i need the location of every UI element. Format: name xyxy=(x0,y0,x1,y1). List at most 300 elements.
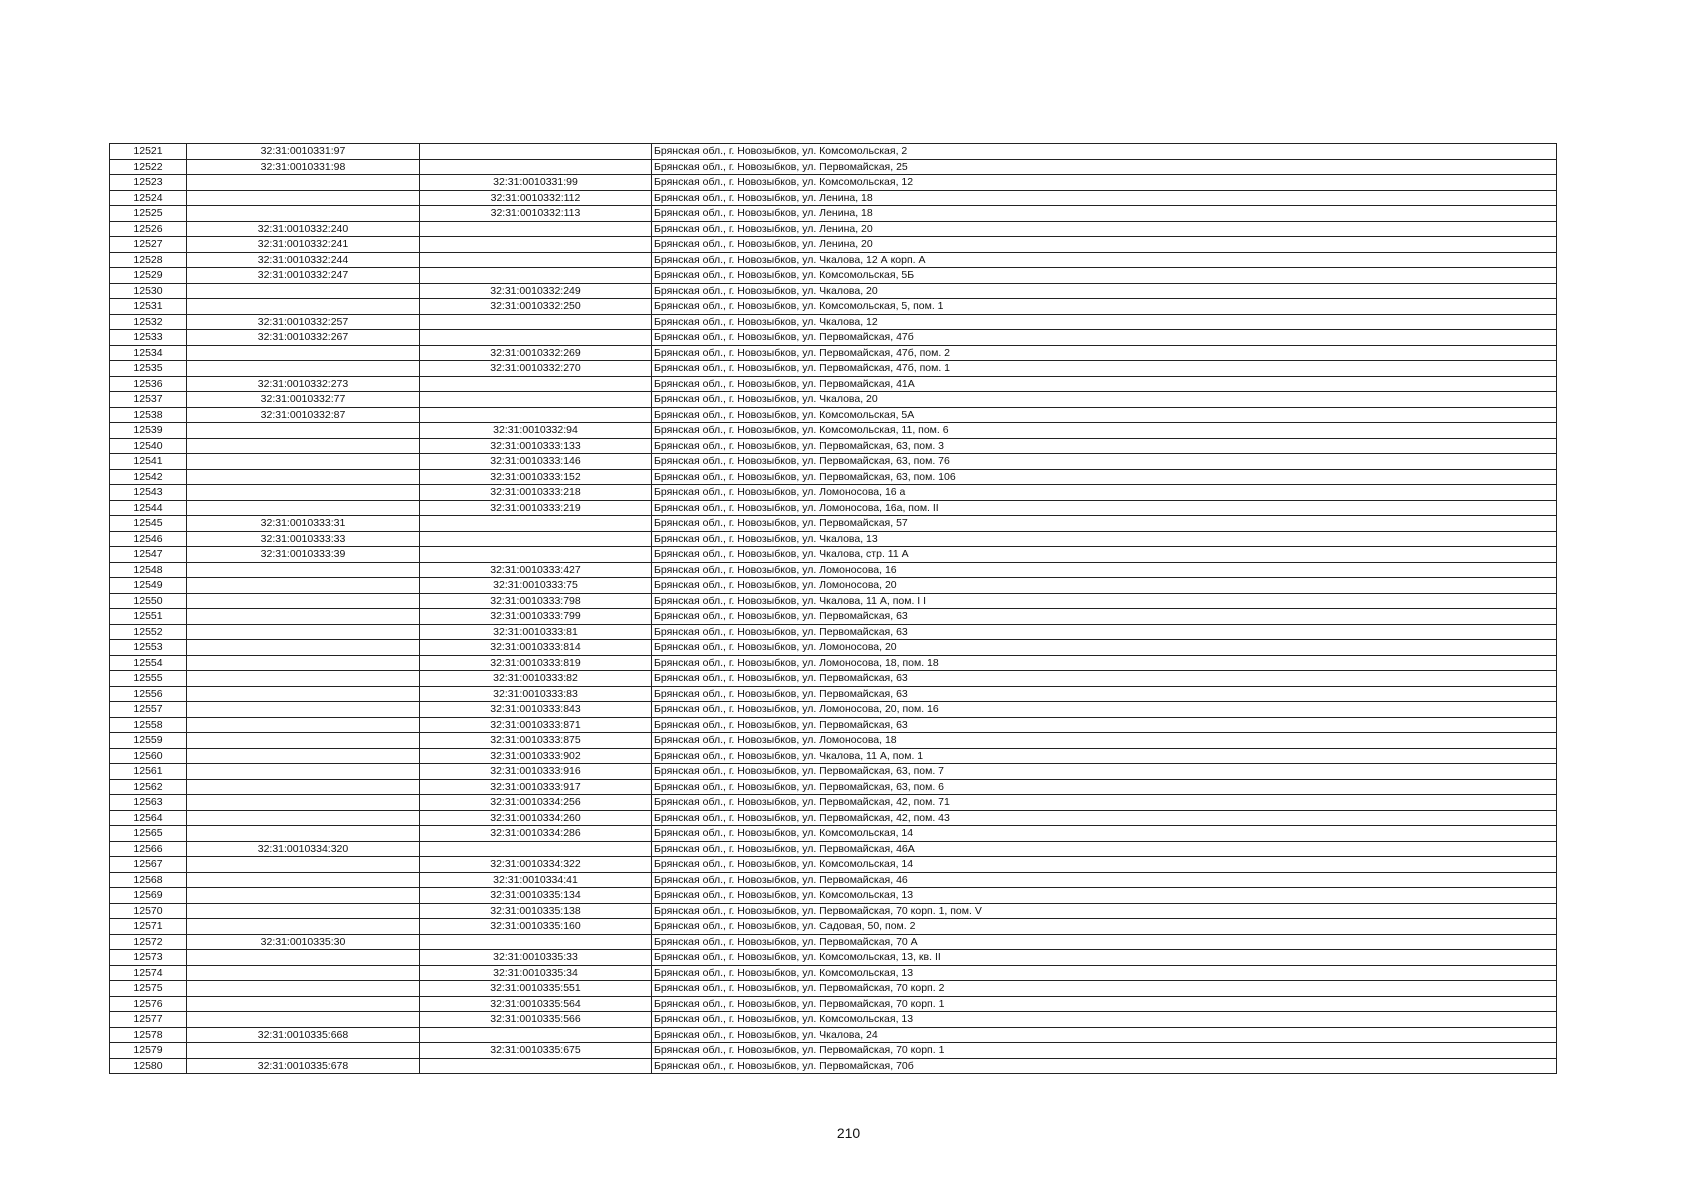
row-number-cell: 12548 xyxy=(110,562,187,578)
table-row xyxy=(110,903,1557,919)
table-row xyxy=(110,299,1557,315)
address-cell: Брянская обл., г. Новозыбков, ул. Чкалова, 20 xyxy=(652,283,1557,299)
table-row xyxy=(110,888,1557,904)
cadastral-number-secondary-cell: 32:31:0010334:322 xyxy=(420,857,652,873)
address-cell: Брянская обл., г. Новозыбков, ул. Первомайская, 70 корп. 1 xyxy=(652,996,1557,1012)
address-cell: Брянская обл., г. Новозыбков, ул. Комсомольская, 5А xyxy=(652,407,1557,423)
cadastral-number-secondary-cell: 32:31:0010334:256 xyxy=(420,795,652,811)
table-row xyxy=(110,593,1557,609)
cadastral-number-secondary-cell: 32:31:0010332:250 xyxy=(420,299,652,315)
address-cell: Брянская обл., г. Новозыбков, ул. Ленина, 20 xyxy=(652,237,1557,253)
row-number-cell: 12555 xyxy=(110,671,187,687)
cadastral-number-cell xyxy=(187,857,420,873)
address-cell: Брянская обл., г. Новозыбков, ул. Ломоносова, 20, пом. 16 xyxy=(652,702,1557,718)
table-row xyxy=(110,826,1557,842)
cadastral-number-secondary-cell xyxy=(420,1058,652,1074)
cadastral-number-secondary-cell: 32:31:0010335:134 xyxy=(420,888,652,904)
cadastral-number-secondary-cell: 32:31:0010335:564 xyxy=(420,996,652,1012)
cadastral-number-cell xyxy=(187,454,420,470)
address-cell: Брянская обл., г. Новозыбков, ул. Первомайская, 70 корп. 1 xyxy=(652,1043,1557,1059)
address-cell: Брянская обл., г. Новозыбков, ул. Первомайская, 63, пом. 76 xyxy=(652,454,1557,470)
address-cell: Брянская обл., г. Новозыбков, ул. Первомайская, 46 xyxy=(652,872,1557,888)
row-number-cell: 12522 xyxy=(110,159,187,175)
cadastral-number-secondary-cell: 32:31:0010335:33 xyxy=(420,950,652,966)
cadastral-number-secondary-cell xyxy=(420,221,652,237)
table-row xyxy=(110,857,1557,873)
cadastral-number-secondary-cell: 32:31:0010335:34 xyxy=(420,965,652,981)
table-row xyxy=(110,268,1557,284)
table-row xyxy=(110,454,1557,470)
cadastral-number-cell xyxy=(187,423,420,439)
row-number-cell: 12580 xyxy=(110,1058,187,1074)
address-cell: Брянская обл., г. Новозыбков, ул. Первомайская, 47б xyxy=(652,330,1557,346)
cadastral-number-secondary-cell: 32:31:0010333:82 xyxy=(420,671,652,687)
cadastral-number-secondary-cell: 32:31:0010335:551 xyxy=(420,981,652,997)
cadastral-number-secondary-cell xyxy=(420,252,652,268)
cadastral-number-secondary-cell: 32:31:0010333:427 xyxy=(420,562,652,578)
cadastral-number-cell xyxy=(187,283,420,299)
table-row xyxy=(110,764,1557,780)
row-number-cell: 12527 xyxy=(110,237,187,253)
table-row xyxy=(110,686,1557,702)
table-row xyxy=(110,221,1557,237)
address-cell: Брянская обл., г. Новозыбков, ул. Чкалова, 20 xyxy=(652,392,1557,408)
table-row xyxy=(110,733,1557,749)
address-cell: Брянская обл., г. Новозыбков, ул. Первомайская, 57 xyxy=(652,516,1557,532)
registry-table xyxy=(109,143,1557,1074)
cadastral-number-cell: 32:31:0010332:77 xyxy=(187,392,420,408)
row-number-cell: 12567 xyxy=(110,857,187,873)
cadastral-number-cell: 32:31:0010332:267 xyxy=(187,330,420,346)
row-number-cell: 12538 xyxy=(110,407,187,423)
cadastral-number-cell: 32:31:0010332:257 xyxy=(187,314,420,330)
address-cell: Брянская обл., г. Новозыбков, ул. Комсомольская, 13 xyxy=(652,888,1557,904)
cadastral-number-secondary-cell: 32:31:0010335:675 xyxy=(420,1043,652,1059)
table-row xyxy=(110,159,1557,175)
address-cell: Брянская обл., г. Новозыбков, ул. Ломоносова, 16 xyxy=(652,562,1557,578)
address-cell: Брянская обл., г. Новозыбков, ул. Первомайская, 46А xyxy=(652,841,1557,857)
table-row xyxy=(110,361,1557,377)
table-row xyxy=(110,779,1557,795)
cadastral-number-secondary-cell: 32:31:0010334:260 xyxy=(420,810,652,826)
row-number-cell: 12565 xyxy=(110,826,187,842)
row-number-cell: 12525 xyxy=(110,206,187,222)
registry-table-body xyxy=(110,144,1557,1074)
table-row xyxy=(110,810,1557,826)
cadastral-number-secondary-cell xyxy=(420,268,652,284)
cadastral-number-cell xyxy=(187,175,420,191)
table-row xyxy=(110,919,1557,935)
cadastral-number-cell xyxy=(187,562,420,578)
table-row xyxy=(110,283,1557,299)
row-number-cell: 12543 xyxy=(110,485,187,501)
cadastral-number-secondary-cell: 32:31:0010333:871 xyxy=(420,717,652,733)
cadastral-number-cell xyxy=(187,593,420,609)
cadastral-number-cell xyxy=(187,500,420,516)
cadastral-number-secondary-cell: 32:31:0010331:99 xyxy=(420,175,652,191)
row-number-cell: 12553 xyxy=(110,640,187,656)
table-row xyxy=(110,252,1557,268)
cadastral-number-cell: 32:31:0010331:98 xyxy=(187,159,420,175)
address-cell: Брянская обл., г. Новозыбков, ул. Комсомольская, 12 xyxy=(652,175,1557,191)
table-row xyxy=(110,330,1557,346)
row-number-cell: 12574 xyxy=(110,965,187,981)
address-cell: Брянская обл., г. Новозыбков, ул. Ломоносова, 20 xyxy=(652,578,1557,594)
row-number-cell: 12539 xyxy=(110,423,187,439)
cadastral-number-secondary-cell: 32:31:0010335:138 xyxy=(420,903,652,919)
cadastral-number-secondary-cell xyxy=(420,516,652,532)
cadastral-number-secondary-cell: 32:31:0010333:814 xyxy=(420,640,652,656)
address-cell: Брянская обл., г. Новозыбков, ул. Первомайская, 42, пом. 43 xyxy=(652,810,1557,826)
row-number-cell: 12535 xyxy=(110,361,187,377)
row-number-cell: 12575 xyxy=(110,981,187,997)
cadastral-number-secondary-cell: 32:31:0010332:112 xyxy=(420,190,652,206)
row-number-cell: 12573 xyxy=(110,950,187,966)
cadastral-number-cell xyxy=(187,717,420,733)
cadastral-number-cell xyxy=(187,903,420,919)
table-row xyxy=(110,144,1557,160)
cadastral-number-secondary-cell xyxy=(420,330,652,346)
cadastral-number-cell: 32:31:0010332:273 xyxy=(187,376,420,392)
cadastral-number-cell xyxy=(187,578,420,594)
table-row xyxy=(110,485,1557,501)
row-number-cell: 12558 xyxy=(110,717,187,733)
cadastral-number-secondary-cell xyxy=(420,531,652,547)
table-row xyxy=(110,175,1557,191)
row-number-cell: 12542 xyxy=(110,469,187,485)
cadastral-number-cell xyxy=(187,965,420,981)
cadastral-number-secondary-cell: 32:31:0010333:819 xyxy=(420,655,652,671)
address-cell: Брянская обл., г. Новозыбков, ул. Первомайская, 63 xyxy=(652,686,1557,702)
cadastral-number-secondary-cell xyxy=(420,407,652,423)
table-row xyxy=(110,531,1557,547)
row-number-cell: 12537 xyxy=(110,392,187,408)
cadastral-number-cell: 32:31:0010333:33 xyxy=(187,531,420,547)
row-number-cell: 12576 xyxy=(110,996,187,1012)
cadastral-number-cell: 32:31:0010335:668 xyxy=(187,1027,420,1043)
address-cell: Брянская обл., г. Новозыбков, ул. Первомайская, 70 А xyxy=(652,934,1557,950)
row-number-cell: 12561 xyxy=(110,764,187,780)
cadastral-number-cell xyxy=(187,438,420,454)
address-cell: Брянская обл., г. Новозыбков, ул. Комсомольская, 11, пом. 6 xyxy=(652,423,1557,439)
cadastral-number-secondary-cell: 32:31:0010333:75 xyxy=(420,578,652,594)
cadastral-number-cell xyxy=(187,485,420,501)
row-number-cell: 12531 xyxy=(110,299,187,315)
row-number-cell: 12547 xyxy=(110,547,187,563)
address-cell: Брянская обл., г. Новозыбков, ул. Чкалова, стр. 11 А xyxy=(652,547,1557,563)
cadastral-number-cell: 32:31:0010332:244 xyxy=(187,252,420,268)
cadastral-number-secondary-cell xyxy=(420,392,652,408)
table-row xyxy=(110,795,1557,811)
cadastral-number-secondary-cell: 32:31:0010332:270 xyxy=(420,361,652,377)
row-number-cell: 12557 xyxy=(110,702,187,718)
row-number-cell: 12533 xyxy=(110,330,187,346)
table-row xyxy=(110,547,1557,563)
address-cell: Брянская обл., г. Новозыбков, ул. Первомайская, 70 корп. 1, пом. V xyxy=(652,903,1557,919)
cadastral-number-secondary-cell: 32:31:0010333:916 xyxy=(420,764,652,780)
table-row xyxy=(110,469,1557,485)
address-cell: Брянская обл., г. Новозыбков, ул. Ленина, 18 xyxy=(652,206,1557,222)
cadastral-number-secondary-cell: 32:31:0010333:798 xyxy=(420,593,652,609)
row-number-cell: 12566 xyxy=(110,841,187,857)
row-number-cell: 12569 xyxy=(110,888,187,904)
table-row xyxy=(110,748,1557,764)
cadastral-number-secondary-cell xyxy=(420,159,652,175)
row-number-cell: 12521 xyxy=(110,144,187,160)
cadastral-number-cell: 32:31:0010335:678 xyxy=(187,1058,420,1074)
cadastral-number-cell xyxy=(187,361,420,377)
cadastral-number-secondary-cell: 32:31:0010334:41 xyxy=(420,872,652,888)
row-number-cell: 12572 xyxy=(110,934,187,950)
address-cell: Брянская обл., г. Новозыбков, ул. Первомайская, 47б, пом. 1 xyxy=(652,361,1557,377)
address-cell: Брянская обл., г. Новозыбков, ул. Первомайская, 63, пом. 6 xyxy=(652,779,1557,795)
cadastral-number-cell xyxy=(187,190,420,206)
cadastral-number-secondary-cell: 32:31:0010333:917 xyxy=(420,779,652,795)
cadastral-number-cell xyxy=(187,686,420,702)
table-row xyxy=(110,392,1557,408)
row-number-cell: 12541 xyxy=(110,454,187,470)
cadastral-number-secondary-cell: 32:31:0010333:146 xyxy=(420,454,652,470)
cadastral-number-cell xyxy=(187,779,420,795)
row-number-cell: 12536 xyxy=(110,376,187,392)
cadastral-number-secondary-cell: 32:31:0010333:902 xyxy=(420,748,652,764)
cadastral-number-cell xyxy=(187,748,420,764)
table-row xyxy=(110,578,1557,594)
table-row xyxy=(110,671,1557,687)
address-cell: Брянская обл., г. Новозыбков, ул. Садовая, 50, пом. 2 xyxy=(652,919,1557,935)
row-number-cell: 12524 xyxy=(110,190,187,206)
cadastral-number-cell xyxy=(187,981,420,997)
cadastral-number-secondary-cell xyxy=(420,1027,652,1043)
cadastral-number-cell: 32:31:0010333:39 xyxy=(187,547,420,563)
table-row xyxy=(110,1027,1557,1043)
cadastral-number-secondary-cell: 32:31:0010333:83 xyxy=(420,686,652,702)
row-number-cell: 12526 xyxy=(110,221,187,237)
row-number-cell: 12570 xyxy=(110,903,187,919)
cadastral-number-cell xyxy=(187,810,420,826)
address-cell: Брянская обл., г. Новозыбков, ул. Ленина, 18 xyxy=(652,190,1557,206)
table-row xyxy=(110,376,1557,392)
table-row xyxy=(110,1012,1557,1028)
table-row xyxy=(110,206,1557,222)
address-cell: Брянская обл., г. Новозыбков, ул. Первомайская, 63, пом. 106 xyxy=(652,469,1557,485)
row-number-cell: 12554 xyxy=(110,655,187,671)
address-cell: Брянская обл., г. Новозыбков, ул. Комсомольская, 13 xyxy=(652,1012,1557,1028)
row-number-cell: 12544 xyxy=(110,500,187,516)
cadastral-number-secondary-cell: 32:31:0010332:94 xyxy=(420,423,652,439)
table-row xyxy=(110,516,1557,532)
cadastral-number-secondary-cell: 32:31:0010333:843 xyxy=(420,702,652,718)
table-row xyxy=(110,717,1557,733)
cadastral-number-cell xyxy=(187,733,420,749)
address-cell: Брянская обл., г. Новозыбков, ул. Первомайская, 63 xyxy=(652,624,1557,640)
table-row xyxy=(110,655,1557,671)
cadastral-number-cell xyxy=(187,1012,420,1028)
address-cell: Брянская обл., г. Новозыбков, ул. Ломоносова, 20 xyxy=(652,640,1557,656)
table-row xyxy=(110,190,1557,206)
cadastral-number-cell xyxy=(187,299,420,315)
table-row xyxy=(110,965,1557,981)
cadastral-number-cell xyxy=(187,671,420,687)
cadastral-number-secondary-cell xyxy=(420,934,652,950)
cadastral-number-cell xyxy=(187,1043,420,1059)
cadastral-number-cell: 32:31:0010332:87 xyxy=(187,407,420,423)
cadastral-number-secondary-cell xyxy=(420,547,652,563)
row-number-cell: 12556 xyxy=(110,686,187,702)
cadastral-number-cell xyxy=(187,345,420,361)
cadastral-number-cell xyxy=(187,640,420,656)
row-number-cell: 12546 xyxy=(110,531,187,547)
cadastral-number-secondary-cell xyxy=(420,144,652,160)
cadastral-number-cell xyxy=(187,950,420,966)
table-row xyxy=(110,314,1557,330)
cadastral-number-secondary-cell: 32:31:0010333:218 xyxy=(420,485,652,501)
table-row xyxy=(110,562,1557,578)
address-cell: Брянская обл., г. Новозыбков, ул. Первомайская, 25 xyxy=(652,159,1557,175)
cadastral-number-cell xyxy=(187,996,420,1012)
address-cell: Брянская обл., г. Новозыбков, ул. Ломоносова, 16а, пом. II xyxy=(652,500,1557,516)
address-cell: Брянская обл., г. Новозыбков, ул. Первомайская, 63 xyxy=(652,671,1557,687)
address-cell: Брянская обл., г. Новозыбков, ул. Чкалова, 12 xyxy=(652,314,1557,330)
table-row xyxy=(110,1058,1557,1074)
address-cell: Брянская обл., г. Новозыбков, ул. Чкалова, 11 А, пом. 1 xyxy=(652,748,1557,764)
cadastral-number-secondary-cell: 32:31:0010333:133 xyxy=(420,438,652,454)
address-cell: Брянская обл., г. Новозыбков, ул. Первомайская, 42, пом. 71 xyxy=(652,795,1557,811)
table-row xyxy=(110,423,1557,439)
cadastral-number-cell: 32:31:0010332:241 xyxy=(187,237,420,253)
address-cell: Брянская обл., г. Новозыбков, ул. Первомайская, 47б, пом. 2 xyxy=(652,345,1557,361)
cadastral-number-cell xyxy=(187,469,420,485)
table-row xyxy=(110,407,1557,423)
cadastral-number-secondary-cell: 32:31:0010335:160 xyxy=(420,919,652,935)
cadastral-number-secondary-cell: 32:31:0010332:113 xyxy=(420,206,652,222)
row-number-cell: 12534 xyxy=(110,345,187,361)
cadastral-number-cell xyxy=(187,764,420,780)
address-cell: Брянская обл., г. Новозыбков, ул. Чкалова, 24 xyxy=(652,1027,1557,1043)
row-number-cell: 12568 xyxy=(110,872,187,888)
address-cell: Брянская обл., г. Новозыбков, ул. Ломоносова, 16 а xyxy=(652,485,1557,501)
row-number-cell: 12528 xyxy=(110,252,187,268)
row-number-cell: 12559 xyxy=(110,733,187,749)
table-row xyxy=(110,981,1557,997)
row-number-cell: 12578 xyxy=(110,1027,187,1043)
row-number-cell: 12530 xyxy=(110,283,187,299)
cadastral-number-cell: 32:31:0010335:30 xyxy=(187,934,420,950)
cadastral-number-cell xyxy=(187,609,420,625)
address-cell: Брянская обл., г. Новозыбков, ул. Комсомольская, 14 xyxy=(652,857,1557,873)
cadastral-number-secondary-cell: 32:31:0010332:249 xyxy=(420,283,652,299)
address-cell: Брянская обл., г. Новозыбков, ул. Комсомольская, 5Б xyxy=(652,268,1557,284)
row-number-cell: 12552 xyxy=(110,624,187,640)
row-number-cell: 12562 xyxy=(110,779,187,795)
cadastral-number-secondary-cell: 32:31:0010332:269 xyxy=(420,345,652,361)
cadastral-number-secondary-cell: 32:31:0010333:219 xyxy=(420,500,652,516)
table-row xyxy=(110,609,1557,625)
table-row xyxy=(110,345,1557,361)
cadastral-number-secondary-cell: 32:31:0010333:152 xyxy=(420,469,652,485)
address-cell: Брянская обл., г. Новозыбков, ул. Комсомольская, 5, пом. 1 xyxy=(652,299,1557,315)
address-cell: Брянская обл., г. Новозыбков, ул. Комсомольская, 13, кв. II xyxy=(652,950,1557,966)
row-number-cell: 12560 xyxy=(110,748,187,764)
row-number-cell: 12550 xyxy=(110,593,187,609)
address-cell: Брянская обл., г. Новозыбков, ул. Чкалова, 13 xyxy=(652,531,1557,547)
cadastral-number-secondary-cell xyxy=(420,314,652,330)
table-row xyxy=(110,640,1557,656)
address-cell: Брянская обл., г. Новозыбков, ул. Чкалова, 12 А корп. А xyxy=(652,252,1557,268)
table-row xyxy=(110,500,1557,516)
address-cell: Брянская обл., г. Новозыбков, ул. Ломоносова, 18, пом. 18 xyxy=(652,655,1557,671)
address-cell: Брянская обл., г. Новозыбков, ул. Первомайская, 63, пом. 7 xyxy=(652,764,1557,780)
cadastral-number-secondary-cell: 32:31:0010334:286 xyxy=(420,826,652,842)
address-cell: Брянская обл., г. Новозыбков, ул. Первомайская, 70 корп. 2 xyxy=(652,981,1557,997)
table-row xyxy=(110,702,1557,718)
row-number-cell: 12529 xyxy=(110,268,187,284)
cadastral-number-cell xyxy=(187,795,420,811)
table-row xyxy=(110,841,1557,857)
address-cell: Брянская обл., г. Новозыбков, ул. Комсомольская, 13 xyxy=(652,965,1557,981)
cadastral-number-secondary-cell: 32:31:0010333:81 xyxy=(420,624,652,640)
cadastral-number-cell xyxy=(187,702,420,718)
address-cell: Брянская обл., г. Новозыбков, ул. Чкалова, 11 А, пом. I I xyxy=(652,593,1557,609)
address-cell: Брянская обл., г. Новозыбков, ул. Первомайская, 63, пом. 3 xyxy=(652,438,1557,454)
cadastral-number-cell xyxy=(187,919,420,935)
address-cell: Брянская обл., г. Новозыбков, ул. Ленина, 20 xyxy=(652,221,1557,237)
row-number-cell: 12523 xyxy=(110,175,187,191)
cadastral-number-cell: 32:31:0010333:31 xyxy=(187,516,420,532)
row-number-cell: 12564 xyxy=(110,810,187,826)
row-number-cell: 12551 xyxy=(110,609,187,625)
cadastral-number-cell xyxy=(187,655,420,671)
row-number-cell: 12571 xyxy=(110,919,187,935)
cadastral-number-secondary-cell xyxy=(420,841,652,857)
cadastral-number-cell: 32:31:0010334:320 xyxy=(187,841,420,857)
table-row xyxy=(110,934,1557,950)
address-cell: Брянская обл., г. Новозыбков, ул. Первомайская, 41А xyxy=(652,376,1557,392)
cadastral-number-cell xyxy=(187,624,420,640)
table-row xyxy=(110,438,1557,454)
cadastral-number-cell xyxy=(187,826,420,842)
row-number-cell: 12532 xyxy=(110,314,187,330)
row-number-cell: 12549 xyxy=(110,578,187,594)
cadastral-number-cell: 32:31:0010331:97 xyxy=(187,144,420,160)
page-number: 210 xyxy=(836,1125,861,1141)
address-cell: Брянская обл., г. Новозыбков, ул. Первомайская, 63 xyxy=(652,609,1557,625)
row-number-cell: 12563 xyxy=(110,795,187,811)
table-row xyxy=(110,237,1557,253)
row-number-cell: 12579 xyxy=(110,1043,187,1059)
cadastral-number-cell: 32:31:0010332:247 xyxy=(187,268,420,284)
cadastral-number-secondary-cell xyxy=(420,237,652,253)
table-row xyxy=(110,996,1557,1012)
address-cell: Брянская обл., г. Новозыбков, ул. Первомайская, 63 xyxy=(652,717,1557,733)
table-row xyxy=(110,624,1557,640)
table-row xyxy=(110,950,1557,966)
cadastral-number-cell: 32:31:0010332:240 xyxy=(187,221,420,237)
address-cell: Брянская обл., г. Новозыбков, ул. Ломоносова, 18 xyxy=(652,733,1557,749)
address-cell: Брянская обл., г. Новозыбков, ул. Комсомольская, 14 xyxy=(652,826,1557,842)
table-row xyxy=(110,1043,1557,1059)
cadastral-number-secondary-cell xyxy=(420,376,652,392)
cadastral-number-cell xyxy=(187,888,420,904)
cadastral-number-cell xyxy=(187,872,420,888)
row-number-cell: 12540 xyxy=(110,438,187,454)
cadastral-number-secondary-cell: 32:31:0010335:566 xyxy=(420,1012,652,1028)
address-cell: Брянская обл., г. Новозыбков, ул. Комсомольская, 2 xyxy=(652,144,1557,160)
table-row xyxy=(110,872,1557,888)
address-cell: Брянская обл., г. Новозыбков, ул. Первомайская, 70б xyxy=(652,1058,1557,1074)
cadastral-number-secondary-cell: 32:31:0010333:875 xyxy=(420,733,652,749)
row-number-cell: 12577 xyxy=(110,1012,187,1028)
